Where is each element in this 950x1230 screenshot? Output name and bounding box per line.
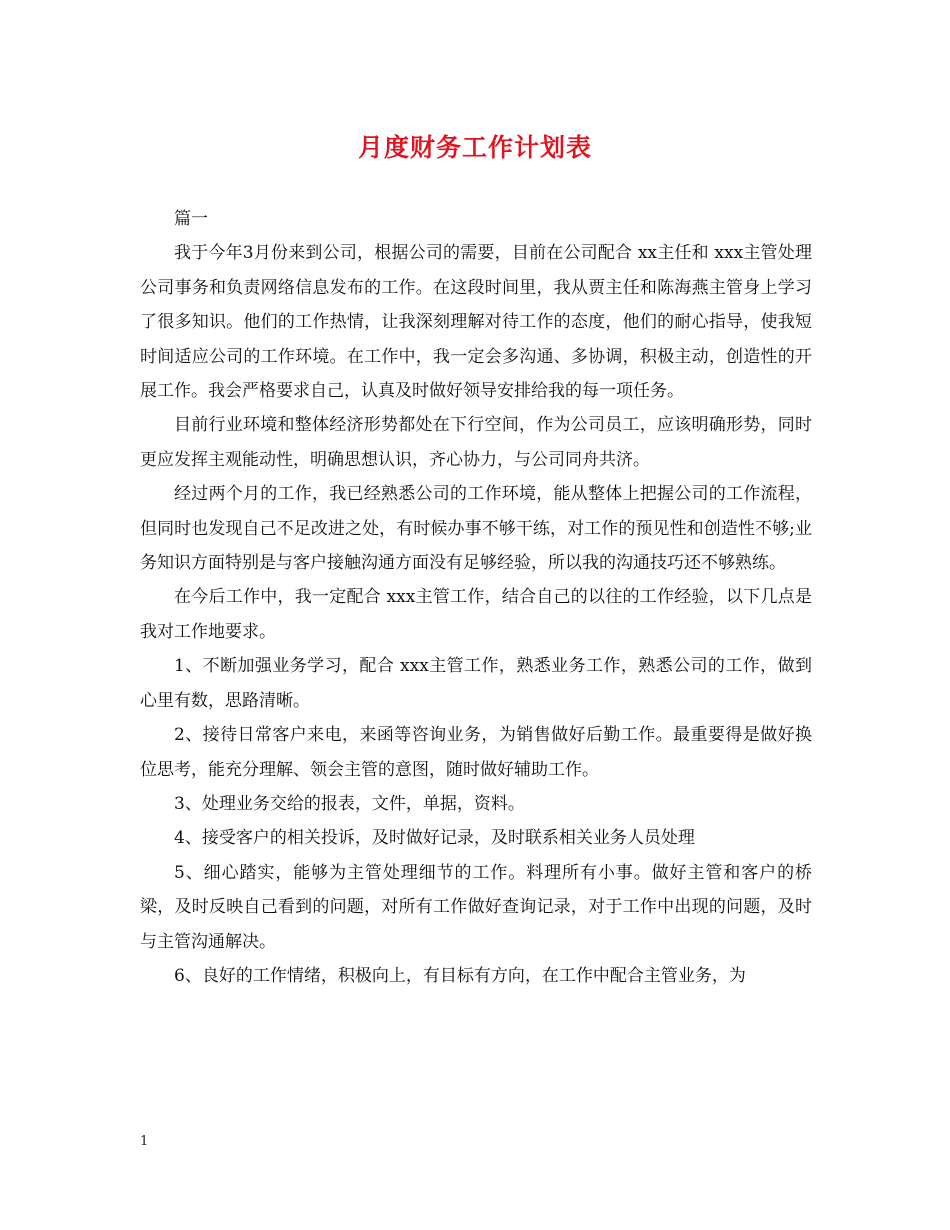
paragraph-plan-intro: 在今后工作中，我一定配合 xxx主管工作，结合自己的以往的工作经验，以下几点是我对工作地要求。 bbox=[140, 587, 812, 642]
page-number: 1 bbox=[140, 1134, 149, 1149]
paragraph-reflection: 经过两个月的工作，我已经熟悉公司的工作环境，能从整体上把握公司的工作流程，但同时也发现自己不足改进之处，有时候办事不够干练，对工作的预见性和创造性不够;业务知识方面特别是与客户接触沟通方面没有足够经验，所以我的沟通技巧还不够熟练。 bbox=[140, 484, 812, 574]
document-title: 月度财务工作计划表 bbox=[357, 133, 592, 162]
list-item-2: 2、接待日常客户来电，来函等咨询业务，为销售做好后勤工作。最重要得是做好换位思考，能充分理解、领会主管的意图，随时做好辅助工作。 bbox=[140, 725, 812, 780]
list-item-4: 4、接受客户的相关投诉，及时做好记录，及时联系相关业务人员处理 bbox=[174, 828, 695, 849]
list-item-1: 1、不断加强业务学习，配合 xxx主管工作，熟悉业务工作，熟悉公司的工作，做到心里有数，思路清晰。 bbox=[140, 656, 812, 711]
paragraph-environment: 目前行业环境和整体经济形势都处在下行空间，作为公司员工，应该明确形势，同时更应发挥主观能动性，明确思想认识，齐心协力，与公司同舟共济。 bbox=[140, 415, 812, 470]
paragraph-intro: 我于今年3月份来到公司，根据公司的需要，目前在公司配合 xx主任和 xxx主管处理公司事务和负责网络信息发布的工作。在这段时间里，我从贾主任和陈海燕主管身上学习了很多知识。他们的工作热情，让我深刻理解对待工作的态度，他们的耐心指导，使我短时间适应公司的工作环境。在工作中，我一定会多沟通、多协调，积极主动，创造性的开展工作。我会严格要求自己，认真及时做好领导安排给我的每一项任务。 bbox=[140, 243, 812, 402]
list-item-5: 5、细心踏实，能够为主管处理细节的工作。料理所有小事。做好主管和客户的桥梁，及时反映自己看到的问题，对所有工作做好查询记录，对于工作中出现的问题，及时与主管沟通解决。 bbox=[140, 862, 812, 952]
section-heading: 篇一 bbox=[174, 209, 208, 229]
document-body bbox=[140, 202, 812, 993]
list-item-3: 3、处理业务交给的报表，文件，单据，资料。 bbox=[174, 793, 525, 814]
list-item-6: 6、良好的工作情绪，积极向上，有目标有方向，在工作中配合主管业务，为 bbox=[174, 965, 746, 986]
